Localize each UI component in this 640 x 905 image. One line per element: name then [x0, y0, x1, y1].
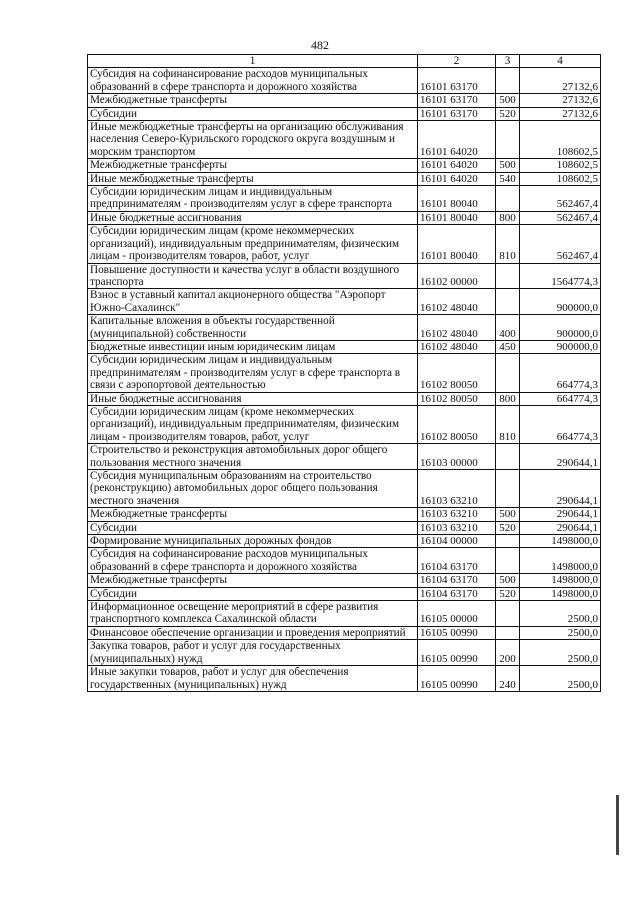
cell-vr — [496, 626, 520, 639]
cell-sum: 1498000,0 — [520, 548, 601, 574]
cell-name: Субсидия на софинансирование расходов муниципальных образований в сфере транспорта и дорожного хозяйства — [88, 548, 418, 574]
table-row — [88, 315, 601, 341]
table-row — [88, 470, 601, 508]
table-row — [88, 535, 601, 548]
table-row — [88, 340, 601, 353]
table-row — [88, 172, 601, 185]
header-row — [88, 55, 601, 68]
cell-code: 16103 63210 — [418, 521, 496, 534]
cell-code: 16101 64020 — [418, 172, 496, 185]
table-row — [88, 587, 601, 600]
cell-name: Межбюджетные трансферты — [88, 159, 418, 172]
cell-code: 16102 80050 — [418, 392, 496, 405]
cell-vr: 520 — [496, 521, 520, 534]
cell-name: Субсидии — [88, 107, 418, 120]
cell-name: Повышение доступности и качества услуг в области воздушного транспорта — [88, 263, 418, 289]
page-number: 482 — [311, 38, 329, 52]
cell-vr: 800 — [496, 392, 520, 405]
cell-code: 16105 00990 — [418, 640, 496, 666]
cell-vr — [496, 68, 520, 94]
cell-vr — [496, 601, 520, 627]
table-row — [88, 640, 601, 666]
cell-code: 16102 48040 — [418, 315, 496, 341]
cell-vr: 520 — [496, 587, 520, 600]
cell-vr: 500 — [496, 574, 520, 587]
cell-sum: 1498000,0 — [520, 574, 601, 587]
cell-sum: 108602,5 — [520, 172, 601, 185]
cell-vr — [496, 289, 520, 315]
cell-name: Межбюджетные трансферты — [88, 508, 418, 521]
cell-code: 16101 63170 — [418, 68, 496, 94]
scan-edge-mark — [616, 795, 619, 855]
cell-code: 16105 00990 — [418, 626, 496, 639]
cell-sum: 290644,1 — [520, 521, 601, 534]
header-cell-sum: 4 — [520, 55, 601, 68]
cell-sum: 664774,3 — [520, 392, 601, 405]
cell-code: 16102 80050 — [418, 354, 496, 392]
cell-vr — [496, 186, 520, 212]
table-row — [88, 521, 601, 534]
cell-vr — [496, 444, 520, 470]
cell-vr: 500 — [496, 94, 520, 107]
cell-vr — [496, 548, 520, 574]
cell-code: 16105 00000 — [418, 601, 496, 627]
cell-sum: 27132,6 — [520, 107, 601, 120]
cell-code: 16102 80050 — [418, 405, 496, 443]
cell-name: Субсидии юридическим лицам (кроме некоммерческих организаций), индивидуальным предпринимателям, физическим лицам - производителям товаров, работ, услуг — [88, 405, 418, 443]
cell-code: 16101 63170 — [418, 107, 496, 120]
cell-sum: 562467,4 — [520, 211, 601, 224]
cell-vr: 540 — [496, 172, 520, 185]
cell-name: Строительство и реконструкция автомобильных дорог общего пользования местного значения — [88, 444, 418, 470]
table-row — [88, 225, 601, 263]
table-row — [88, 508, 601, 521]
cell-code: 16104 63170 — [418, 587, 496, 600]
cell-name: Закупка товаров, работ и услуг для государственных (муниципальных) нужд — [88, 640, 418, 666]
cell-sum: 562467,4 — [520, 186, 601, 212]
cell-vr: 810 — [496, 225, 520, 263]
cell-name: Информационное освещение мероприятий в сфере развития транспортного комплекса Сахалинской области — [88, 601, 418, 627]
cell-vr — [496, 470, 520, 508]
cell-sum: 1498000,0 — [520, 587, 601, 600]
cell-name: Межбюджетные трансферты — [88, 574, 418, 587]
cell-name: Субсидии — [88, 587, 418, 600]
cell-sum: 664774,3 — [520, 354, 601, 392]
cell-name: Капитальные вложения в объекты государственной (муниципальной) собственности — [88, 315, 418, 341]
cell-code: 16101 63170 — [418, 94, 496, 107]
cell-vr: 450 — [496, 340, 520, 353]
cell-name: Иные межбюджетные трансферты на организацию обслуживания населения Северо-Курильского городского округа воздушным и морским транспортом — [88, 121, 418, 159]
table-row — [88, 601, 601, 627]
cell-vr — [496, 121, 520, 159]
cell-sum: 562467,4 — [520, 225, 601, 263]
table-row — [88, 548, 601, 574]
cell-sum: 900000,0 — [520, 315, 601, 341]
table-row — [88, 666, 601, 692]
cell-sum: 664774,3 — [520, 405, 601, 443]
cell-sum: 290644,1 — [520, 444, 601, 470]
cell-name: Иные бюджетные ассигнования — [88, 392, 418, 405]
cell-vr — [496, 354, 520, 392]
table-row — [88, 405, 601, 443]
table-row — [88, 263, 601, 289]
table-row — [88, 68, 601, 94]
cell-name: Субсидии юридическим лицам и индивидуальным предпринимателям - производителям услуг в сфере транспорта в связи с аэропортовой деятельностью — [88, 354, 418, 392]
header-cell-vr: 3 — [496, 55, 520, 68]
cell-name: Субсидии — [88, 521, 418, 534]
cell-vr: 200 — [496, 640, 520, 666]
cell-vr: 500 — [496, 508, 520, 521]
cell-sum: 27132,6 — [520, 68, 601, 94]
cell-name: Субсидия на софинансирование расходов муниципальных образований в сфере транспорта и дорожного хозяйства — [88, 68, 418, 94]
cell-code: 16103 63210 — [418, 508, 496, 521]
cell-name: Субсидии юридическим лицам и индивидуальным предпринимателям - производителям услуг в сфере транспорта — [88, 186, 418, 212]
header-cell-name: 1 — [88, 55, 418, 68]
cell-name: Иные бюджетные ассигнования — [88, 211, 418, 224]
cell-code: 16101 64020 — [418, 159, 496, 172]
cell-code: 16101 64020 — [418, 121, 496, 159]
cell-name: Субсидия муниципальным образованиям на строительство (реконструкцию) автомобильных дорог общего пользования местного значения — [88, 470, 418, 508]
cell-sum: 2500,0 — [520, 666, 601, 692]
cell-code: 16102 48040 — [418, 289, 496, 315]
cell-sum: 290644,1 — [520, 470, 601, 508]
cell-name: Субсидии юридическим лицам (кроме некоммерческих организаций), индивидуальным предпринимателям, физическим лицам - производителям товаров, работ, услуг — [88, 225, 418, 263]
cell-code: 16105 00990 — [418, 666, 496, 692]
cell-name: Бюджетные инвестиции иным юридическим лицам — [88, 340, 418, 353]
cell-code: 16103 00000 — [418, 444, 496, 470]
header-cell-code: 2 — [418, 55, 496, 68]
cell-code: 16104 63170 — [418, 574, 496, 587]
cell-vr: 500 — [496, 159, 520, 172]
table-row — [88, 289, 601, 315]
cell-sum: 108602,5 — [520, 159, 601, 172]
cell-sum: 290644,1 — [520, 508, 601, 521]
table-body — [88, 68, 601, 692]
table-row — [88, 574, 601, 587]
cell-vr: 520 — [496, 107, 520, 120]
cell-sum: 2500,0 — [520, 626, 601, 639]
budget-table — [87, 54, 601, 692]
cell-code: 16104 63170 — [418, 548, 496, 574]
table-row — [88, 121, 601, 159]
cell-name: Финансовое обеспечение организации и проведения мероприятий — [88, 626, 418, 639]
cell-vr: 240 — [496, 666, 520, 692]
table-row — [88, 94, 601, 107]
table-row — [88, 626, 601, 639]
table-row — [88, 107, 601, 120]
cell-vr — [496, 263, 520, 289]
cell-name: Иные межбюджетные трансферты — [88, 172, 418, 185]
cell-code: 16103 63210 — [418, 470, 496, 508]
cell-code: 16101 80040 — [418, 211, 496, 224]
cell-code: 16102 48040 — [418, 340, 496, 353]
cell-sum: 1564774,3 — [520, 263, 601, 289]
table-header — [88, 55, 601, 68]
cell-sum: 108602,5 — [520, 121, 601, 159]
table-row — [88, 186, 601, 212]
cell-code: 16101 80040 — [418, 186, 496, 212]
cell-code: 16102 00000 — [418, 263, 496, 289]
cell-vr: 810 — [496, 405, 520, 443]
table-row — [88, 159, 601, 172]
cell-name: Иные закупки товаров, работ и услуг для обеспечения государственных (муниципальных) нужд — [88, 666, 418, 692]
cell-name: Межбюджетные трансферты — [88, 94, 418, 107]
table-row — [88, 444, 601, 470]
table-row — [88, 354, 601, 392]
table-row — [88, 392, 601, 405]
cell-name: Формирование муниципальных дорожных фондов — [88, 535, 418, 548]
cell-sum: 27132,6 — [520, 94, 601, 107]
cell-name: Взнос в уставный капитал акционерного общества "Аэропорт Южно-Сахалинск" — [88, 289, 418, 315]
cell-sum: 2500,0 — [520, 640, 601, 666]
cell-sum: 2500,0 — [520, 601, 601, 627]
cell-vr: 800 — [496, 211, 520, 224]
cell-vr — [496, 535, 520, 548]
cell-code: 16101 80040 — [418, 225, 496, 263]
table-row — [88, 211, 601, 224]
cell-sum: 1498000,0 — [520, 535, 601, 548]
cell-code: 16104 00000 — [418, 535, 496, 548]
cell-sum: 900000,0 — [520, 289, 601, 315]
cell-sum: 900000,0 — [520, 340, 601, 353]
cell-vr: 400 — [496, 315, 520, 341]
